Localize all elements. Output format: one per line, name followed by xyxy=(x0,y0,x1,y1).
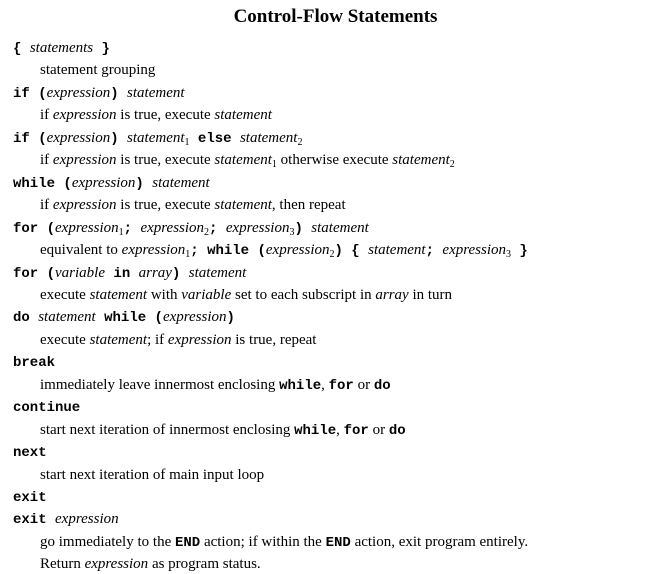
statement-description xyxy=(40,150,455,175)
text-segment: 1 xyxy=(185,249,191,261)
text-segment: 1 xyxy=(184,136,190,148)
statement-description xyxy=(40,420,406,441)
text-segment: in turn xyxy=(408,286,453,303)
text-segment: do xyxy=(13,310,39,327)
text-segment: is true, execute xyxy=(116,152,215,169)
text-segment: { xyxy=(13,41,30,57)
text-segment: immediately leave innermost enclosing xyxy=(40,376,280,393)
text-segment: exit xyxy=(13,512,56,529)
text-segment: variable xyxy=(181,286,232,303)
text-segment: ) { xyxy=(334,243,369,260)
statement-description xyxy=(40,554,261,574)
text-segment: expression xyxy=(46,84,111,101)
text-segment: otherwise execute xyxy=(276,152,393,169)
text-segment: action, exit program entirely. xyxy=(350,533,529,550)
text-segment: expression xyxy=(52,107,117,124)
text-segment: statement xyxy=(127,84,185,101)
text-segment: ; while ( xyxy=(190,243,266,260)
text-segment: statement xyxy=(38,309,96,326)
text-segment: while ( xyxy=(13,175,72,192)
text-segment: } xyxy=(511,243,528,260)
text-segment: execute xyxy=(40,331,90,348)
text-segment: next xyxy=(13,445,47,462)
statement-description xyxy=(40,532,528,553)
text-segment: or xyxy=(368,421,389,438)
text-segment: set to each subscript in xyxy=(231,286,376,303)
text-segment: ) xyxy=(226,310,235,327)
text-segment: is true, execute xyxy=(116,107,215,124)
text-segment: in xyxy=(105,265,139,282)
text-segment: equivalent to xyxy=(40,242,122,259)
text-segment: expression xyxy=(55,219,119,236)
text-segment: statement xyxy=(368,242,426,259)
text-segment: is true, execute xyxy=(116,197,215,214)
statement-syntax xyxy=(13,509,119,530)
statement-description xyxy=(40,285,452,305)
text-segment: for ( xyxy=(13,220,56,237)
text-segment: break xyxy=(13,355,56,372)
text-segment: statement xyxy=(89,286,148,303)
statement-description xyxy=(40,105,272,125)
text-segment: statement xyxy=(214,152,272,169)
statement-syntax xyxy=(13,352,55,373)
text-segment: ) xyxy=(171,265,189,282)
text-segment: ; xyxy=(425,243,443,260)
text-segment: expression xyxy=(140,219,205,236)
text-segment: statement xyxy=(89,331,148,348)
text-segment: 1 xyxy=(271,159,277,171)
text-segment: expression xyxy=(162,309,227,326)
text-segment: while xyxy=(279,377,322,394)
text-segment: statements xyxy=(29,40,94,56)
text-segment: expression xyxy=(71,174,136,191)
text-segment: expression xyxy=(46,129,111,146)
text-segment: expression xyxy=(225,219,290,236)
text-segment: with xyxy=(147,286,182,303)
text-segment: if xyxy=(40,197,53,214)
text-segment: do xyxy=(373,377,391,394)
statement-description xyxy=(40,60,155,80)
text-segment: for ( xyxy=(13,265,56,282)
text-segment: if ( xyxy=(13,85,47,102)
text-segment: , then repeat xyxy=(271,197,346,214)
text-segment: expression xyxy=(167,331,232,348)
text-segment: expression xyxy=(52,197,117,214)
statement-syntax xyxy=(13,397,80,418)
page-title: Control-Flow Statements xyxy=(233,6,438,27)
text-segment: if xyxy=(40,107,53,124)
statement-syntax xyxy=(13,128,302,153)
text-segment: , xyxy=(336,421,344,438)
statement-syntax xyxy=(13,263,246,284)
text-segment: Return xyxy=(40,556,85,573)
statement-description xyxy=(40,240,528,265)
text-segment: END xyxy=(174,534,201,551)
text-segment: 2 xyxy=(449,159,455,171)
text-segment: statement xyxy=(152,174,210,191)
text-segment: while xyxy=(294,422,337,439)
statement-syntax xyxy=(13,442,47,463)
text-segment: for xyxy=(328,377,354,394)
text-segment: } xyxy=(93,41,110,57)
text-segment: as program status. xyxy=(148,556,261,573)
text-segment: ; if xyxy=(147,331,168,348)
text-segment: array xyxy=(138,264,172,281)
text-segment: else xyxy=(189,130,240,147)
statement-description xyxy=(40,375,391,396)
text-segment: expression xyxy=(121,242,186,259)
text-segment: ) xyxy=(294,220,312,237)
text-segment: 3 xyxy=(289,226,295,238)
text-segment: statement xyxy=(214,197,272,214)
text-segment: ) xyxy=(135,175,153,192)
text-segment: continue xyxy=(13,400,81,417)
text-segment: statement xyxy=(311,219,369,236)
text-segment: start next iteration of main input loop xyxy=(40,466,265,483)
text-segment: exit xyxy=(13,490,47,506)
text-segment: go immediately to the xyxy=(40,533,175,550)
text-segment: 2 xyxy=(204,226,210,238)
statement-description xyxy=(40,465,264,485)
text-segment: if xyxy=(40,152,53,169)
text-segment: expression xyxy=(55,511,119,528)
text-segment: start next iteration of innermost enclosing xyxy=(40,421,295,438)
text-segment: ; xyxy=(123,220,141,237)
text-segment: 1 xyxy=(118,226,124,238)
text-segment: or xyxy=(353,376,374,393)
text-segment: do xyxy=(388,422,406,439)
statement-syntax xyxy=(13,487,47,508)
text-segment: END xyxy=(325,534,351,551)
text-segment: ; xyxy=(209,220,226,237)
text-segment: statement xyxy=(127,129,185,146)
text-segment: statement grouping xyxy=(40,62,156,79)
text-segment: statement xyxy=(239,129,298,146)
text-segment: execute xyxy=(40,286,90,303)
statement-syntax xyxy=(13,218,369,243)
text-segment: variable xyxy=(55,264,106,281)
text-segment: expression xyxy=(265,242,330,259)
text-segment: 2 xyxy=(297,136,303,148)
statement-syntax xyxy=(13,173,210,194)
text-segment: statement xyxy=(188,264,247,281)
text-segment: if ( xyxy=(13,130,47,147)
text-segment: statement xyxy=(392,152,450,169)
text-segment: statement xyxy=(214,107,272,124)
text-segment: expression xyxy=(52,152,117,169)
text-segment: 2 xyxy=(329,249,335,261)
text-segment: ) xyxy=(110,85,128,102)
text-segment: is true, repeat xyxy=(231,331,317,348)
text-segment: 3 xyxy=(506,249,512,261)
statement-description xyxy=(40,330,316,350)
text-segment: expression xyxy=(84,556,149,573)
text-segment: , xyxy=(321,376,329,393)
text-segment: ) xyxy=(110,130,128,147)
statement-syntax xyxy=(13,38,110,59)
text-segment: action; if within the xyxy=(200,533,326,550)
text-segment: while ( xyxy=(95,310,163,327)
statement-syntax xyxy=(13,83,185,104)
statement-syntax xyxy=(13,307,235,328)
statement-description xyxy=(40,195,346,215)
text-segment: expression xyxy=(442,242,507,259)
text-segment: array xyxy=(375,286,409,303)
text-segment: for xyxy=(343,422,369,439)
